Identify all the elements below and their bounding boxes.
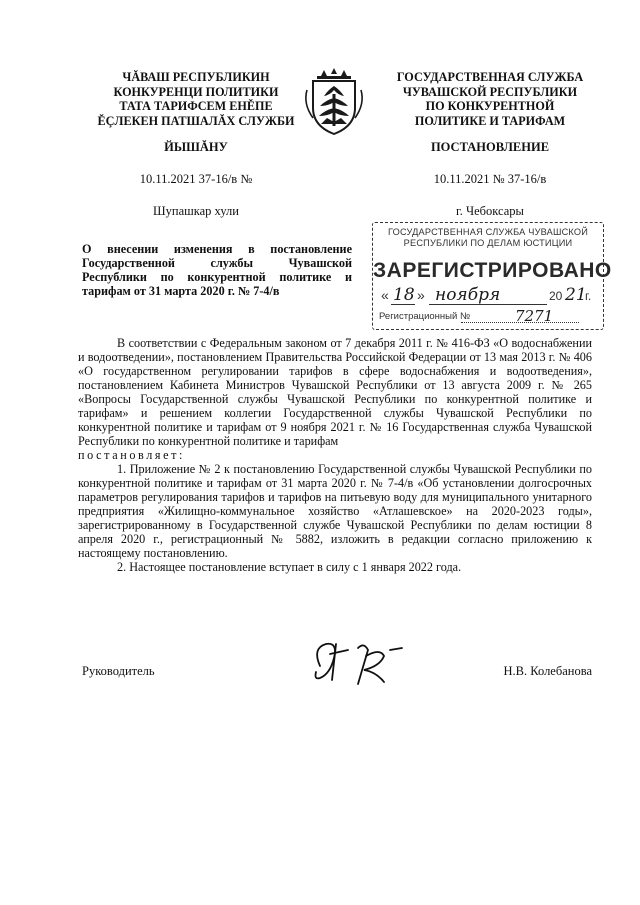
header-left-org <box>82 70 310 128</box>
stamp-quote-open: « <box>381 287 389 303</box>
header-right-line: ЧУВАШСКОЙ РЕСПУБЛИКИ <box>402 84 578 99</box>
signatory-role: Руководитель <box>82 664 155 678</box>
stamp-registered: ЗАРЕГИСТРИРОВАНО <box>373 259 612 282</box>
stamp-date <box>379 287 597 307</box>
stamp-month: ноября <box>435 285 501 305</box>
stamp-quote-close: » <box>417 287 425 303</box>
stamp-year-suffix: 21 <box>565 285 587 305</box>
header-left-line: КОНКУРЕНЦИ ПОЛИТИКИ <box>113 84 279 99</box>
body-paragraph-3: 2. Настоящее постановление вступает в силу с 1 января 2022 года. <box>117 560 462 574</box>
stamp-org: ГОСУДАРСТВЕННАЯ СЛУЖБА ЧУВАШСКОЙ РЕСПУБЛИКИ ПО ДЕЛАМ ЮСТИЦИИ <box>387 227 589 248</box>
doc-reference-right: 10.11.2021 № 37-16/в <box>433 172 547 186</box>
stamp-day-line <box>391 304 415 305</box>
signatory-name: Н.В. Колебанова <box>503 664 592 678</box>
header-right-line: ГОСУДАРСТВЕННАЯ СЛУЖБА <box>396 70 584 84</box>
stamp-number: 7271 <box>515 307 554 325</box>
document-body <box>78 336 592 574</box>
stamp-day: 18 <box>393 285 415 305</box>
header-left-line: ТАТА ТАРИФСЕМ ЕНĚПЕ <box>119 99 273 113</box>
header-right-line: ПО КОНКУРЕНТНОЙ <box>425 99 555 113</box>
stamp-number-label: Регистрационный № <box>379 311 471 322</box>
document-subject: О внесении изменения в постановление Государственной службы Чувашской Республики по конкурентной политике и тарифам от 31 марта 2020 г. № 7-4/в <box>82 242 352 298</box>
doc-type-chuvash: ЙЫШĂНУ <box>164 140 228 154</box>
body-paragraph-1: В соответствии с Федеральным законом от 7 декабря 2011 г. № 416-ФЗ «О водоснабжении и водоотведении», постановлением Правительства Российской Федерации от 13 мая 2013 г. № 406 «О государственном регулировании тарифов в сфере водоснабжения и водоотведения», постановлением Кабинета Министров Чувашской Республики от 13 августа 2009 г. № 265 «Вопросы Государственной службы Чувашской Республики по конкурентной политике и тарифам» и решением коллегии Государственной службы Чувашской Республики по конкурентной политике и тарифам от 9 ноября 2021 г. № 16 Государственная служба Чувашской Республики по конкурентной политике и тарифам <box>78 336 592 448</box>
body-paragraph-2: 1. Приложение № 2 к постановлению Государственной службы Чувашской Республики по конкурентной политике и тарифам от 31 марта 2020 г. № 7-4/в «Об установлении долгосрочных параметров регулирования тарифов и тарифов на питьевую воду для муниципального унитарного предприятия «Жилищно-коммунальное хозяйство «Атлашевское» на 2020-2023 годы», зарегистрированному в Государственной службе Чувашской Республики по делам юстиции 8 апреля 2020 г., регистрационный № 5882, изложить в редакции согласно приложению к настоящему постановлению. <box>78 462 592 560</box>
header-right-line: ПОЛИТИКЕ И ТАРИФАМ <box>414 113 566 128</box>
stamp-year-g: г. <box>585 289 592 303</box>
stamp-year-prefix: 20 <box>549 289 563 303</box>
doc-reference-left: 10.11.2021 37-16/в № <box>139 172 253 186</box>
place-right: г. Чебоксары <box>456 204 524 218</box>
chuvash-coat-of-arms-icon <box>299 68 369 136</box>
body-action-word: постановляет: <box>78 448 186 462</box>
handwritten-signature <box>306 636 416 686</box>
header-left-line: ЧĂВАШ РЕСПУБЛИКИН <box>122 70 270 84</box>
place-left: Шупашкар хули <box>153 204 239 218</box>
header-right-org <box>376 70 604 128</box>
header-left-line: ĔÇЛЕКЕН ПАТШАЛĂХ СЛУЖБИ <box>97 113 295 128</box>
registration-stamp <box>372 222 612 330</box>
doc-type-russian: ПОСТАНОВЛЕНИЕ <box>430 140 550 154</box>
stamp-month-line <box>429 304 547 305</box>
